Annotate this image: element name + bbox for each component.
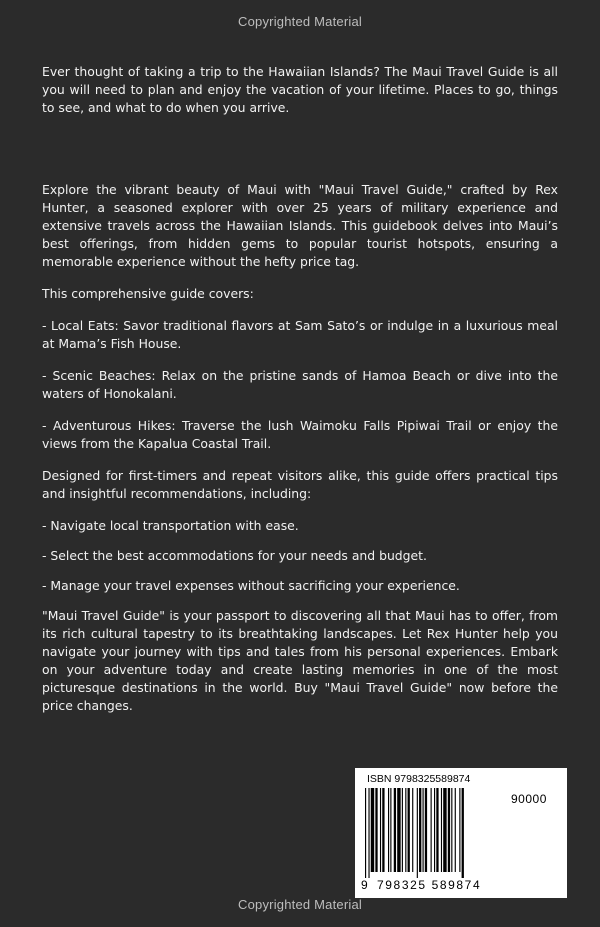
barcode-bar: [434, 788, 435, 872]
barcode-bar: [382, 788, 384, 872]
closing-paragraph: "Maui Travel Guide" is your passport to discovering all that Maui has to offer, from its rich cultural tapestry to its breathtaking landscapes. Let Rex Hunter help you navigate your journey with tips and tales from his personal experiences. Embark on your adventure today and create lasting memories in one of the most picturesque destinations in the world. Buy "Maui Travel Guide" now before the price changes.: [42, 608, 558, 713]
bullet-adventurous-hikes: - Adventurous Hikes: Traverse the lush Waimoku Falls Pipiwai Trail or enjoy the views from the Kapalua Coastal Trail.: [42, 418, 558, 451]
covers-heading: This comprehensive guide covers:: [42, 286, 254, 301]
price-code: 90000: [511, 792, 547, 806]
barcode-bar: [375, 788, 377, 872]
barcode-bar: [402, 788, 403, 872]
barcode-first-digit: 9: [361, 878, 368, 892]
barcode-bar: [394, 788, 396, 872]
barcode-bar: [412, 788, 413, 872]
barcode-bar: [380, 788, 381, 872]
recommendations-intro: Designed for first-timers and repeat visitors alike, this guide offers practical tips and insightful recommendations, including:: [42, 468, 558, 501]
barcode-bar: [423, 788, 424, 872]
isbn-label: ISBN 9798325589874: [367, 773, 471, 785]
barcode-digits: 798325 589874: [377, 878, 482, 892]
barcode-bar: [368, 788, 369, 878]
barcode-bar: [431, 788, 432, 872]
isbn-barcode: [355, 768, 567, 898]
intro-paragraph: Ever thought of taking a trip to the Hawaiian Islands? The Maui Travel Guide is all you will need to plan and enjoy the vacation of your lifetime. Places to go, things to see, and what to do when you arrive.: [42, 64, 558, 115]
watermark-bottom: Copyrighted Material: [238, 897, 362, 912]
barcode-bar: [441, 788, 442, 872]
barcode-bar: [388, 788, 389, 872]
barcode-bar: [419, 788, 421, 872]
intro-blurb: [42, 63, 558, 117]
tip-transportation: - Navigate local transportation with ease.: [42, 518, 299, 533]
description-paragraph: Explore the vibrant beauty of Maui with "Maui Travel Guide," crafted by Rex Hunter, a seasoned explorer with over 25 years of military experience and extensive travels across the Hawaiian Islands. This guidebook delves into Maui’s best offerings, from hidden gems to popular tourist hotspots, ensuring a memorable experience without the hefty price tag.: [42, 182, 558, 269]
barcode-bar: [455, 788, 456, 872]
barcode-bar: [417, 788, 418, 878]
barcode-bar: [436, 788, 438, 872]
watermark-top: Copyrighted Material: [238, 14, 362, 29]
barcode-bar: [390, 788, 391, 872]
barcode-bar: [425, 788, 427, 872]
barcode-bar: [405, 788, 406, 872]
barcode-bar: [459, 788, 460, 872]
tip-accommodations: - Select the best accommodations for your needs and budget.: [42, 548, 427, 563]
tip-expenses: - Manage your travel expenses without sacrificing your experience.: [42, 578, 460, 593]
barcode-bar: [448, 788, 450, 872]
barcode-bar: [371, 788, 374, 872]
barcode-bar: [408, 788, 410, 872]
barcode-bar: [397, 788, 400, 872]
barcode-bar: [443, 788, 446, 872]
barcode-bars: [365, 788, 505, 878]
description-body: [42, 181, 558, 729]
barcode-bar: [451, 788, 452, 872]
barcode-bar: [462, 788, 464, 878]
bullet-scenic-beaches: - Scenic Beaches: Relax on the pristine sands of Hamoa Beach or dive into the waters of Honokalani.: [42, 368, 558, 401]
bullet-local-eats: - Local Eats: Savor traditional flavors at Sam Sato’s or indulge in a luxurious meal at Mama’s Fish House.: [42, 318, 558, 351]
barcode-bar: [365, 788, 366, 878]
